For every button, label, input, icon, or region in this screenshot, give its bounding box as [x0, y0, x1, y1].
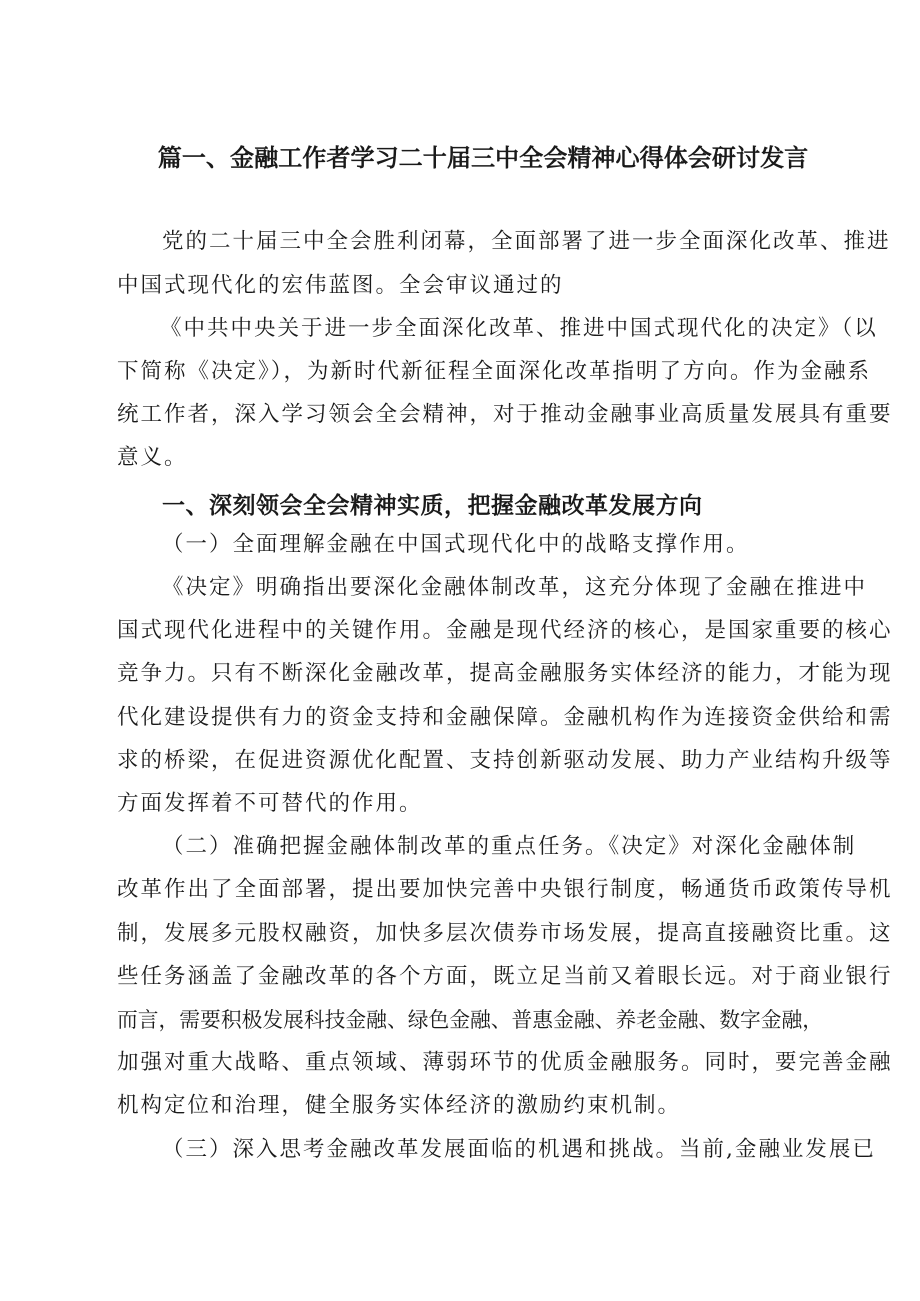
para1-line-1: 《决定》明确指出要深化金融体制改革，这充分体现了金融在推进中: [162, 575, 868, 600]
para1-line-5: 求的桥梁，在促进资源优化配置、支持创新驱动发展、助力产业结构升级等: [117, 748, 893, 773]
para2-line-5: 而言，需要积极发展科技金融、绿色金融、普惠金融、养老金融、数字金融，: [117, 1008, 824, 1032]
intro-line-5: 统工作者，深入学习领会全会精神，对于推动金融事业高质量发展具有重要: [117, 402, 893, 427]
para1-line-2: 国式现代化进程中的关键作用。金融是现代经济的核心，是国家重要的核心: [117, 618, 893, 643]
intro-line-4: 下简称《决定》），为新时代新征程全面深化改革指明了方向。作为金融系: [117, 359, 872, 384]
para3-line-1: （三）深入思考金融改革发展面临的机遇和挑战。当前,金融业发展已: [162, 1137, 876, 1162]
para2-line-7: 机构定位和治理，健全服务实体经济的激励约束机制。: [117, 1093, 682, 1118]
para2-line-6: 加强对重大战略、重点领域、薄弱环节的优质金融服务。同时，要完善金融: [117, 1050, 893, 1075]
para2-line-2: 改革作出了全面部署，提出要加快完善中央银行制度，畅通货币政策传导机: [117, 877, 893, 902]
subsection-1-title: （一）全面理解金融在中国式现代化中的战略支撑作用。: [162, 532, 750, 557]
para1-line-4: 代化建设提供有力的资金支持和金融保障。金融机构作为连接资金供给和需: [117, 705, 893, 730]
document-title: 篇一、金融工作者学习二十届三中全会精神心得体会研讨发言: [157, 144, 809, 172]
intro-line-3: 《中共中央关于进一步全面深化改革、推进中国式现代化的决定》（以: [160, 316, 878, 341]
para2-line-4: 些任务涵盖了金融改革的各个方面，既立足当前又着眼长远。对于商业银行: [117, 964, 893, 989]
intro-line-1: 党的二十届三中全会胜利闭幕，全面部署了进一步全面深化改革、推进: [162, 229, 891, 254]
intro-line-2: 中国式现代化的宏伟蓝图。全会审议通过的: [117, 273, 564, 298]
para2-line-1: （二）准确把握金融体制改革的重点任务。《决定》对深化金融体制: [162, 834, 857, 859]
para1-line-3: 竞争力。只有不断深化金融改革，提高金融服务实体经济的能力，才能为现: [117, 661, 893, 686]
section-heading: 一、深刻领会全会精神实质，把握金融改革发展方向: [162, 493, 703, 519]
para2-line-3: 制，发展多元股权融资，加快多层次债券市场发展，提高直接融资比重。这: [117, 921, 893, 946]
intro-line-6: 意义。: [117, 445, 188, 470]
para1-line-6: 方面发挥着不可替代的作用。: [117, 791, 423, 816]
